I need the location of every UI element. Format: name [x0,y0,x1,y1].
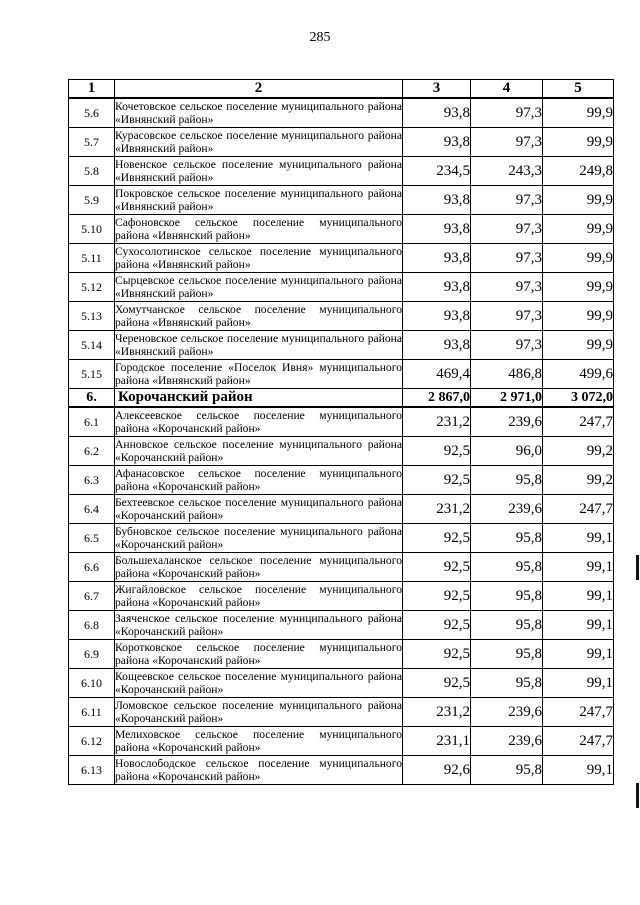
row-number: 5.14 [69,331,115,360]
value-col5: 247,7 [543,407,614,437]
row-number: 5.9 [69,186,115,215]
value-col4: 97,3 [471,98,543,128]
table-row [69,437,614,466]
table-row [69,128,614,157]
row-number: 6.1 [69,407,115,437]
table-row [69,302,614,331]
table-row [69,360,614,389]
value-col4: 96,0 [471,437,543,466]
district-row [69,389,614,408]
value-col3: 93,8 [403,98,471,128]
row-number: 5.10 [69,215,115,244]
row-name: Бубновское сельское поселение муниципального района «Корочанский район» [115,525,402,551]
value-col4: 97,3 [471,331,543,360]
value-col5: 99,1 [543,669,614,698]
row-name: Сухосолотинское сельское поселение муниципального района «Ивнянский район» [115,245,402,271]
row-number: 6.3 [69,466,115,495]
value-col3: 92,5 [403,524,471,553]
value-col3: 2 867,0 [403,389,471,408]
value-col3: 93,8 [403,215,471,244]
row-number: 6.2 [69,437,115,466]
data-table [68,79,614,785]
value-col5: 99,9 [543,128,614,157]
row-number: 5.13 [69,302,115,331]
value-col4: 95,8 [471,611,543,640]
table-row [69,98,614,128]
row-name: Алексеевское сельское поселение муниципального района «Корочанский район» [115,409,402,435]
row-name: Ломовское сельское поселение муниципального района «Корочанский район» [115,699,402,725]
value-col5: 99,1 [543,756,614,785]
value-col4: 239,6 [471,698,543,727]
value-col5: 99,9 [543,302,614,331]
value-col3: 92,6 [403,756,471,785]
value-col3: 93,8 [403,302,471,331]
value-col5: 247,7 [543,495,614,524]
row-number: 6.9 [69,640,115,669]
row-name: Заяченское сельское поселение муниципального района «Корочанский район» [115,612,402,638]
column-header: 3 [403,80,471,99]
value-col3: 231,2 [403,495,471,524]
value-col4: 95,8 [471,756,543,785]
value-col5: 99,9 [543,244,614,273]
value-col5: 99,9 [543,273,614,302]
value-col3: 92,5 [403,553,471,582]
row-name: Большехаланское сельское поселение муниципального района «Корочанский район» [115,554,402,580]
row-number: 5.6 [69,98,115,128]
margin-mark [636,783,639,808]
table-row [69,611,614,640]
row-number: 6. [69,389,115,408]
value-col3: 92,5 [403,640,471,669]
row-number: 5.15 [69,360,115,389]
row-name: Покровское сельское поселение муниципального района «Ивнянский район» [115,187,402,213]
row-name: Сырцевское сельское поселение муниципального района «Ивнянский район» [115,274,402,300]
row-number: 6.4 [69,495,115,524]
table-row [69,495,614,524]
row-name: Мелиховское сельское поселение муниципального района «Корочанский район» [115,728,402,754]
row-name: Кощеевское сельское поселение муниципального района «Корочанский район» [115,670,402,696]
value-col3: 93,8 [403,186,471,215]
table-row [69,407,614,437]
value-col5: 99,1 [543,553,614,582]
value-col4: 97,3 [471,128,543,157]
value-col4: 95,8 [471,669,543,698]
row-name: Новенское сельское поселение муниципального района «Ивнянский район» [115,158,402,184]
page-number: 285 [309,30,331,45]
value-col5: 99,9 [543,98,614,128]
value-col3: 92,5 [403,437,471,466]
row-name: Жигайловское сельское поселение муниципального района «Корочанский район» [115,583,402,609]
value-col4: 97,3 [471,273,543,302]
value-col3: 231,2 [403,698,471,727]
value-col5: 247,7 [543,727,614,756]
table-row [69,331,614,360]
column-header: 4 [471,80,543,99]
value-col3: 92,5 [403,611,471,640]
value-col4: 95,8 [471,466,543,495]
value-col5: 99,1 [543,611,614,640]
value-col3: 93,8 [403,331,471,360]
table-row [69,640,614,669]
value-col5: 99,1 [543,640,614,669]
value-col4: 97,3 [471,244,543,273]
row-name: Корочанский район [115,389,403,408]
value-col5: 99,9 [543,186,614,215]
value-col4: 97,3 [471,186,543,215]
row-name: Анновское сельское поселение муниципального района «Корочанский район» [115,438,402,464]
row-name: Сафоновское сельское поселение муниципального района «Ивнянский район» [115,216,402,242]
table-row [69,669,614,698]
table-row [69,215,614,244]
table-header-row [69,80,614,99]
row-name: Кочетовское сельское поселение муниципального района «Ивнянский район» [115,100,402,126]
table-row [69,756,614,785]
table-row [69,727,614,756]
table-row [69,466,614,495]
row-name: Городское поселение «Поселок Ивня» муниципального района «Ивнянский район» [115,361,402,387]
value-col4: 239,6 [471,495,543,524]
value-col3: 234,5 [403,157,471,186]
row-name: Коротковское сельское поселение муниципального района «Корочанский район» [115,641,402,667]
row-number: 6.10 [69,669,115,698]
table-row [69,157,614,186]
table-row [69,524,614,553]
row-name: Череновское сельское поселение муниципального района «Ивнянский район» [115,332,402,358]
value-col4: 95,8 [471,553,543,582]
value-col3: 469,4 [403,360,471,389]
table-row [69,186,614,215]
value-col3: 92,5 [403,669,471,698]
value-col4: 239,6 [471,727,543,756]
value-col5: 3 072,0 [543,389,614,408]
row-number: 5.12 [69,273,115,302]
value-col3: 231,1 [403,727,471,756]
column-header: 1 [69,80,115,99]
value-col5: 99,9 [543,331,614,360]
row-number: 5.8 [69,157,115,186]
table-row [69,244,614,273]
value-col5: 247,7 [543,698,614,727]
value-col3: 93,8 [403,128,471,157]
value-col3: 93,8 [403,273,471,302]
table-row [69,698,614,727]
value-col5: 99,1 [543,582,614,611]
row-number: 6.11 [69,698,115,727]
row-number: 6.12 [69,727,115,756]
value-col5: 99,9 [543,215,614,244]
row-number: 6.5 [69,524,115,553]
row-name: Новослободское сельское поселение муниципального района «Корочанский район» [115,757,402,783]
row-name: Афанасовское сельское поселение муниципального района «Корочанский район» [115,467,402,493]
value-col4: 95,8 [471,524,543,553]
value-col4: 2 971,0 [471,389,543,408]
row-name: Бехтеевское сельское поселение муниципального района «Корочанский район» [115,496,402,522]
value-col5: 99,2 [543,466,614,495]
value-col4: 486,8 [471,360,543,389]
value-col4: 97,3 [471,215,543,244]
column-header: 2 [115,80,403,99]
value-col5: 249,8 [543,157,614,186]
table-row [69,273,614,302]
row-name: Хомутчанское сельское поселение муниципального района «Ивнянский район» [115,303,402,329]
value-col5: 99,2 [543,437,614,466]
row-number: 5.7 [69,128,115,157]
table-row [69,553,614,582]
column-header: 5 [543,80,614,99]
row-number: 6.7 [69,582,115,611]
value-col4: 97,3 [471,302,543,331]
row-number: 6.13 [69,756,115,785]
value-col4: 243,3 [471,157,543,186]
value-col3: 92,5 [403,582,471,611]
value-col5: 99,1 [543,524,614,553]
value-col3: 93,8 [403,244,471,273]
value-col5: 499,6 [543,360,614,389]
row-number: 5.11 [69,244,115,273]
value-col3: 231,2 [403,407,471,437]
table-row [69,582,614,611]
row-name: Курасовское сельское поселение муниципального района «Ивнянский район» [115,129,402,155]
value-col4: 239,6 [471,407,543,437]
value-col3: 92,5 [403,466,471,495]
value-col4: 95,8 [471,640,543,669]
row-number: 6.8 [69,611,115,640]
row-number: 6.6 [69,553,115,582]
margin-mark [636,555,639,580]
value-col4: 95,8 [471,582,543,611]
